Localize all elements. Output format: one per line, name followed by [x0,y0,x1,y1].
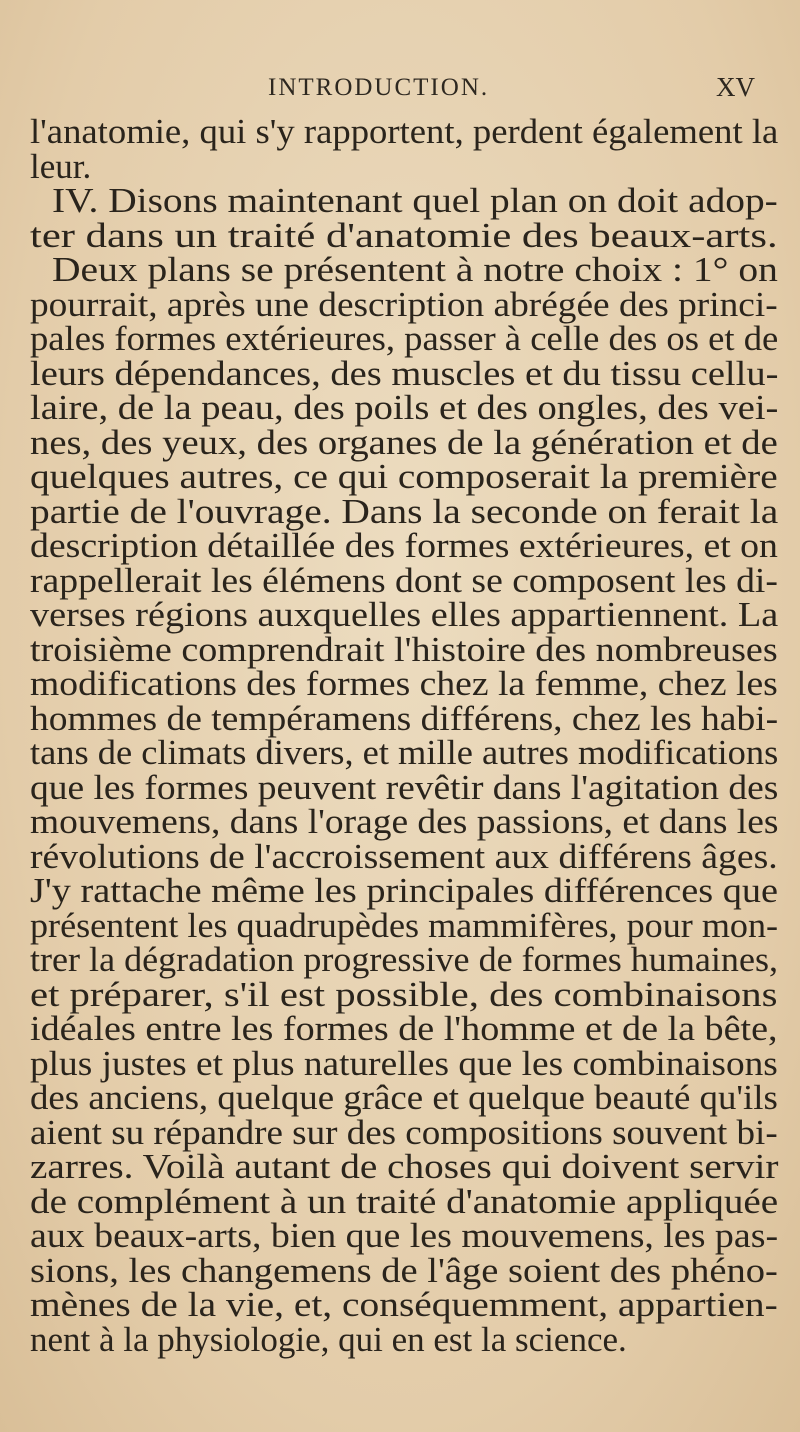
text-line: ter dans un traité d'anatomie des beaux-arts. [30,215,778,255]
text-line: modifications des formes chez la femme, chez les [30,664,778,703]
text-line: plus justes et plus naturelles que les combinaisons [30,1043,778,1083]
text-line: aux beaux-arts, bien que les mouvemens, les pas- [30,1216,779,1255]
text-line: partie de l'ouvrage. Dans la seconde on ferait la [30,491,779,531]
text-line: description détaillée des formes extérieures, et on [30,526,778,565]
text-line: trer la dégradation progressive de formes humaines, [30,940,778,979]
text-line: présentent les quadrupèdes mammifères, pour mon- [30,905,779,945]
text-line: IV. Disons maintenant quel plan on doit adop- [52,181,778,220]
text-line: leur. [30,146,92,186]
text-line: mouvemens, dans l'orage des passions, et dans les [30,802,779,841]
text-line: Deux plans se présentent à notre choix : 1° on [52,250,778,289]
text-line: troisième comprendrait l'histoire des nombreuses [30,629,778,669]
text-line: que les formes peuvent revêtir dans l'agitation des [30,767,779,807]
running-title: INTRODUCTION. [268,74,490,101]
text-line: mènes de la vie, et, conséquemment, appartien- [30,1285,778,1324]
text-line: laire, de la peau, des poils et des ongles, des vei- [30,388,779,427]
text-line: pales formes extérieures, passer à celle des os et de [30,319,779,358]
text-line: zarres. Voilà autant de choses qui doivent servir [30,1147,779,1186]
text-line: des anciens, quelque grâce et quelque beauté qu'ils [30,1078,778,1117]
text-line: tans de climats divers, et mille autres modifications [30,733,779,772]
text-line: sions, les changemens de l'âge soient des phéno- [30,1250,778,1290]
text-line: rappellerait les élémens dont se composent les di- [30,560,778,600]
text-line: pourrait, après une description abrégée des princi- [30,284,778,324]
text-line: J'y rattache même les principales différences que [30,871,779,910]
text-line: hommes de tempéramens différens, chez les habi- [30,698,779,738]
running-head [0,74,800,114]
text-line: leurs dépendances, des muscles et du tissu cellu- [30,353,779,393]
text-line: quelques autres, ce qui composerait la première [30,457,778,496]
text-line: de complément à un traité d'anatomie appliquée [30,1181,779,1221]
text-line: et préparer, s'il est possible, des combinaisons [30,974,778,1014]
page-number: XV [716,72,755,102]
text-line: nes, des yeux, des organes de la génération et de [30,422,778,462]
text-line: l'anatomie, qui s'y rapportent, perdent également la [30,112,779,151]
text-line: révolutions de l'accroissement aux différens âges. [30,836,778,876]
text-line: idéales entre les formes de l'homme et de la bête, [30,1009,778,1048]
text-line: nent à la physiologie, qui en est la science. [30,1319,627,1359]
text-line: verses régions auxquelles elles appartiennent. La [30,595,779,634]
text-line: aient su répandre sur des compositions souvent bi- [30,1112,778,1152]
